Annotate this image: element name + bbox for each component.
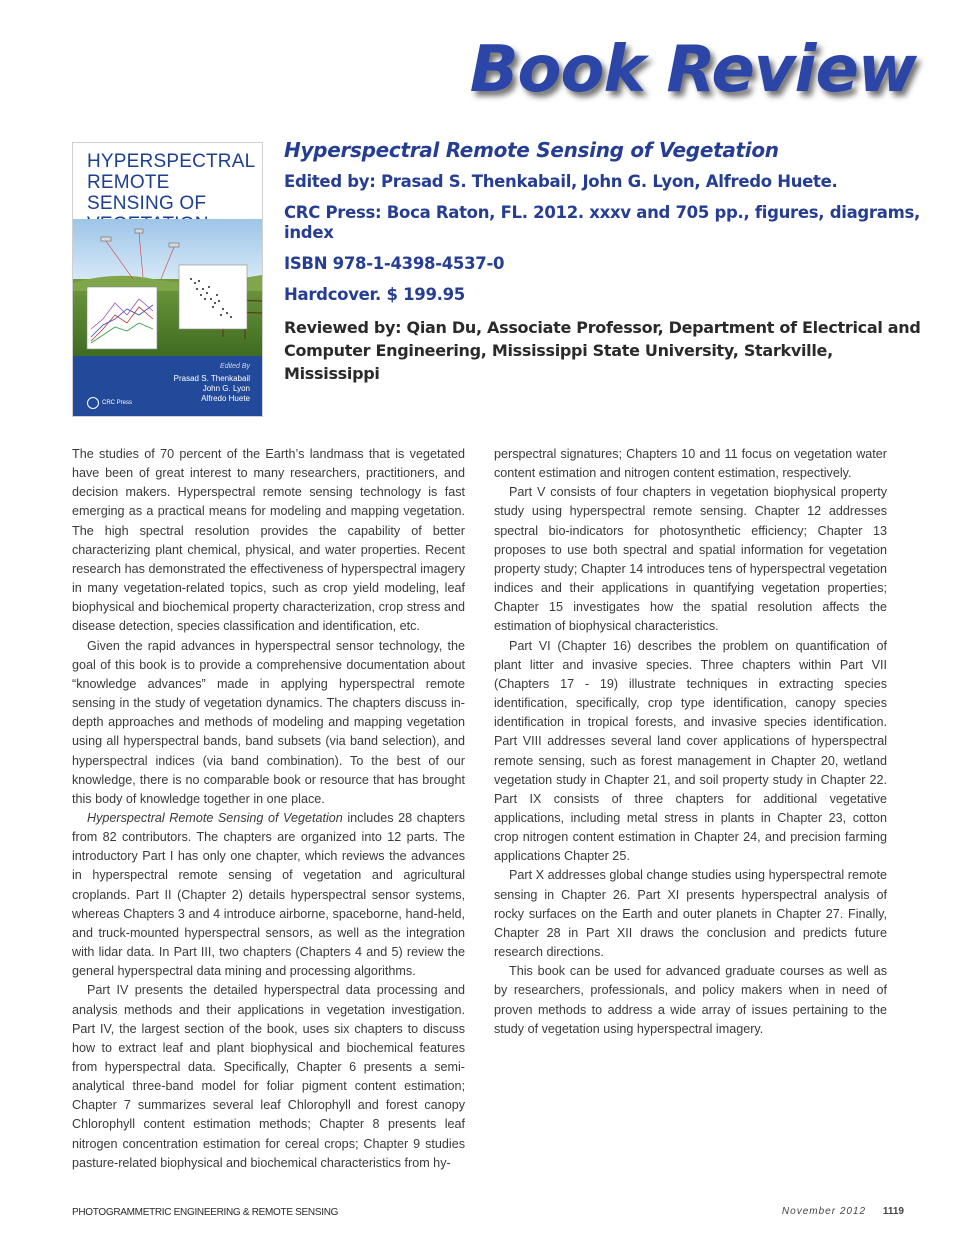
footer-date: November 2012 xyxy=(781,1206,867,1217)
book-title: Hyperspectral Remote Sensing of Vegetation xyxy=(284,138,779,162)
page-number: 1119 xyxy=(882,1206,904,1217)
book-isbn: ISBN 978-1-4398-4537-0 xyxy=(284,254,505,273)
cover-title: HYPERSPECTRAL REMOTE SENSING OF xyxy=(87,151,255,214)
paragraph xyxy=(72,809,465,981)
cover-editor: Prasad S. Thenkabail xyxy=(173,374,250,383)
cover-publisher-label: CRC Press xyxy=(102,400,133,406)
page-title: Book Review xyxy=(469,33,916,107)
cover-edited-by: Edited By xyxy=(220,363,250,370)
footer-journal: PHOTOGRAMMETRIC ENGINEERING & REMOTE SENSING xyxy=(72,1207,339,1218)
paragraph: Part X addresses global change studies using hyperspectral remote sensing in Chapter 26. Part XI presents hyperspectral analysis of rocky surfaces on the Earth and outer planets in Chapter 27. Finally, Chapter 28 in Part XII draws the conclusion and predicts future research directions. xyxy=(494,868,887,960)
paragraph: This book can be used for advanced graduate courses as well as by researchers, professionals, and policy makers when in need of proven methods to address a wide array of issues pertaining to the study of vegetation using hyperspectral imagery. xyxy=(494,964,887,1036)
publisher-logo-icon xyxy=(87,397,99,409)
footer-meta xyxy=(782,1206,904,1217)
paragraph: The studies of 70 percent of the Earth’s landmass that is vegetated have been of great interest to many researchers, practitioners, and decision makers. Hyperspectral remote sensing technology is fast emerging as a practical means for modeling and mapping vegetation. The high spectral resolution provides the capability of better characterizing plant chemical, physical, and water properties. Recent research has demonstrated the effectiveness of hyperspectral imagery in many vegetation-related topics, such as crop yield modeling, leaf biophysical and biochemical property characterization, crop stress and disease detection, species classification and identification, etc. xyxy=(72,447,465,634)
paragraph-text: includes 28 chapters from 82 contributors. The chapters are organized into 12 parts. The introductory Part I has only one chapter, which reviews the advances in hyperspectral remote sensing of vegetation and agricultural croplands. Part II (Chapter 2) details hyperspectral sensor systems, whereas Chapters 3 and 4 introduce airborne, spaceborne, hand-held, and truck-mounted hyperspectral sensors, as well as the integration with lidar data. In Part III, two chapters (Chapters 4 and 5) review the general hyperspectral data mining and processing algorithms. xyxy=(72,810,465,979)
book-price: Hardcover. $ 199.95 xyxy=(284,285,465,304)
book-publisher: CRC Press: Boca Raton, FL. 2012. xxxv and 705 pp., figures, diagrams, index xyxy=(284,203,920,242)
paragraph: Part VI (Chapter 16) describes the problem on quantification of plant litter and invasive species. Three chapters within Part VII (Chapters 17 - 19) illustrate techniques in extracting species identification, specifically, crop type identification, canopy species identification in tropical forests, and invasive species identification. Part VIII addresses several land cover applications of hyperspectral remote sensing, such as forest management in Chapter 20, wetland vegetation study in Chapter 21, and soil property study in Chapter 22. Part IX consists of three chapters for additional vegetative applications, including metal stress in plants in Chapter 23, cotton crop nitrogen content estimation in Chapter 24, and precision farming applications Chapter 25. xyxy=(494,638,887,864)
cover-editors xyxy=(130,374,250,404)
paragraph: Part IV presents the detailed hyperspectral data processing and analysis methods and their applications in vegetation investigation. Part IV, the largest section of the book, uses six chapters to discuss how to extract leaf and plant biophysical and biochemical features from hyperspectral data. Specifically, Chapter 6 presents a semi-analytical three-band model for foliar pigment content estimation; Chapter 7 summarizes several leaf Chlorophyll and forest canopy Chlorophyll content estimation methods; Chapter 8 presents leaf nitrogen concentration estimation for cereal crops; Chapter 9 studies pasture-related biophysical and biochemical characteristics from hy- xyxy=(72,983,465,1170)
paragraph: Part V consists of four chapters in vegetation biophysical property study using hyperspectral remote sensing. Chapter 12 addresses spectral bio-indicators for photosynthetic efficiency; Chapter 13 proposes to use both spectral and spatial information for vegetation property study; Chapter 14 introduces tens of hyperspectral vegetation indices and their applications in quantifying vegetation properties; Chapter 15 investigates how the spatial resolution affects the estimation of biophysical characteristics. xyxy=(494,485,887,634)
book-info xyxy=(284,138,924,385)
cover-publisher xyxy=(87,397,132,409)
book-editors: Edited by: Prasad S. Thenkabail, John G. Lyon, Alfredo Huete. xyxy=(284,172,838,191)
cover-illustration xyxy=(73,219,262,356)
book-reviewer: Reviewed by: Qian Du, Associate Professor, Department of Electrical and Computer Engineering, Mississippi State University, Starkville, Mississippi xyxy=(284,318,921,383)
book-cover-image xyxy=(72,142,263,417)
paragraph: Given the rapid advances in hyperspectral sensor technology, the goal of this book is to provide a comprehensive documentation about “knowledge advances” made in applying hyperspectral remote sensing in the study of vegetation dynamics. The chapters discuss in-depth approaches and methods of modeling and mapping vegetation using all hyperspectral bands, band subsets (via band selection), and hyperspectral indices (via band combination). To the best of our knowledge, there is no comparable book or resource that has brought this body of knowledge together in one place. xyxy=(72,638,465,806)
body-column-left xyxy=(72,445,465,1173)
cover-editor: Alfredo Huete xyxy=(201,394,250,403)
paragraph: perspectral signatures; Chapters 10 and 11 focus on vegetation water content estimation and nitrogen content estimation, respectively. xyxy=(494,447,887,481)
body-column-right xyxy=(494,445,887,1039)
book-title-inline: Hyperspectral Remote Sensing of Vegetation xyxy=(87,810,343,825)
cover-editor: John G. Lyon xyxy=(202,384,250,393)
